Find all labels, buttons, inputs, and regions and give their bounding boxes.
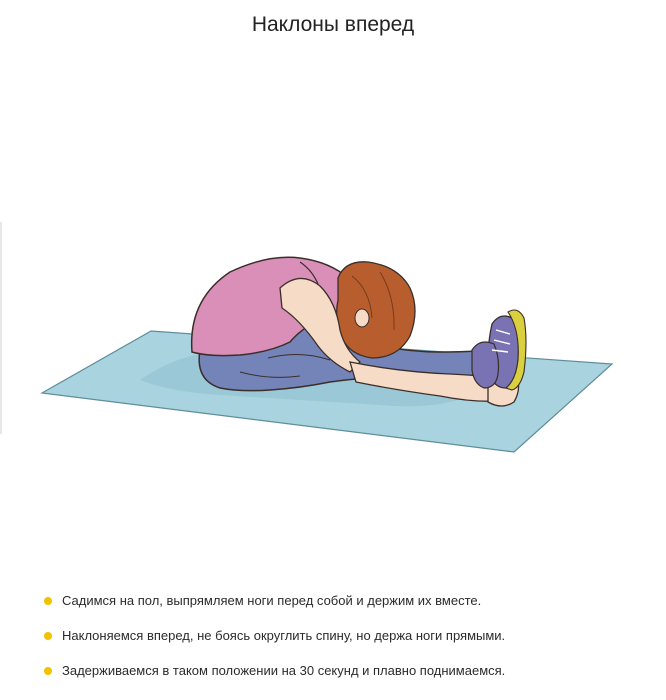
instruction-list — [40, 588, 650, 693]
hair — [337, 262, 415, 358]
ear — [355, 309, 369, 327]
list-item — [40, 588, 650, 623]
bullet-dot-icon — [44, 597, 52, 605]
list-item — [40, 658, 650, 693]
step-text: Наклоняемся вперед, не боясь округлить спину, но держа ноги прямыми. — [62, 628, 506, 643]
page-title: Наклоны вперед — [251, 13, 415, 36]
list-item — [40, 623, 650, 658]
bullet-dot-icon — [44, 667, 52, 675]
step-text: Задерживаемся в таком положении на 30 секунд и плавно поднимаемся. — [62, 663, 506, 678]
step-text: Садимся на пол, выпрямляем ноги перед собой и держим их вместе. — [62, 593, 482, 608]
exercise-illustration — [0, 60, 666, 580]
shoe-left — [472, 342, 499, 388]
bullet-dot-icon — [44, 632, 52, 640]
